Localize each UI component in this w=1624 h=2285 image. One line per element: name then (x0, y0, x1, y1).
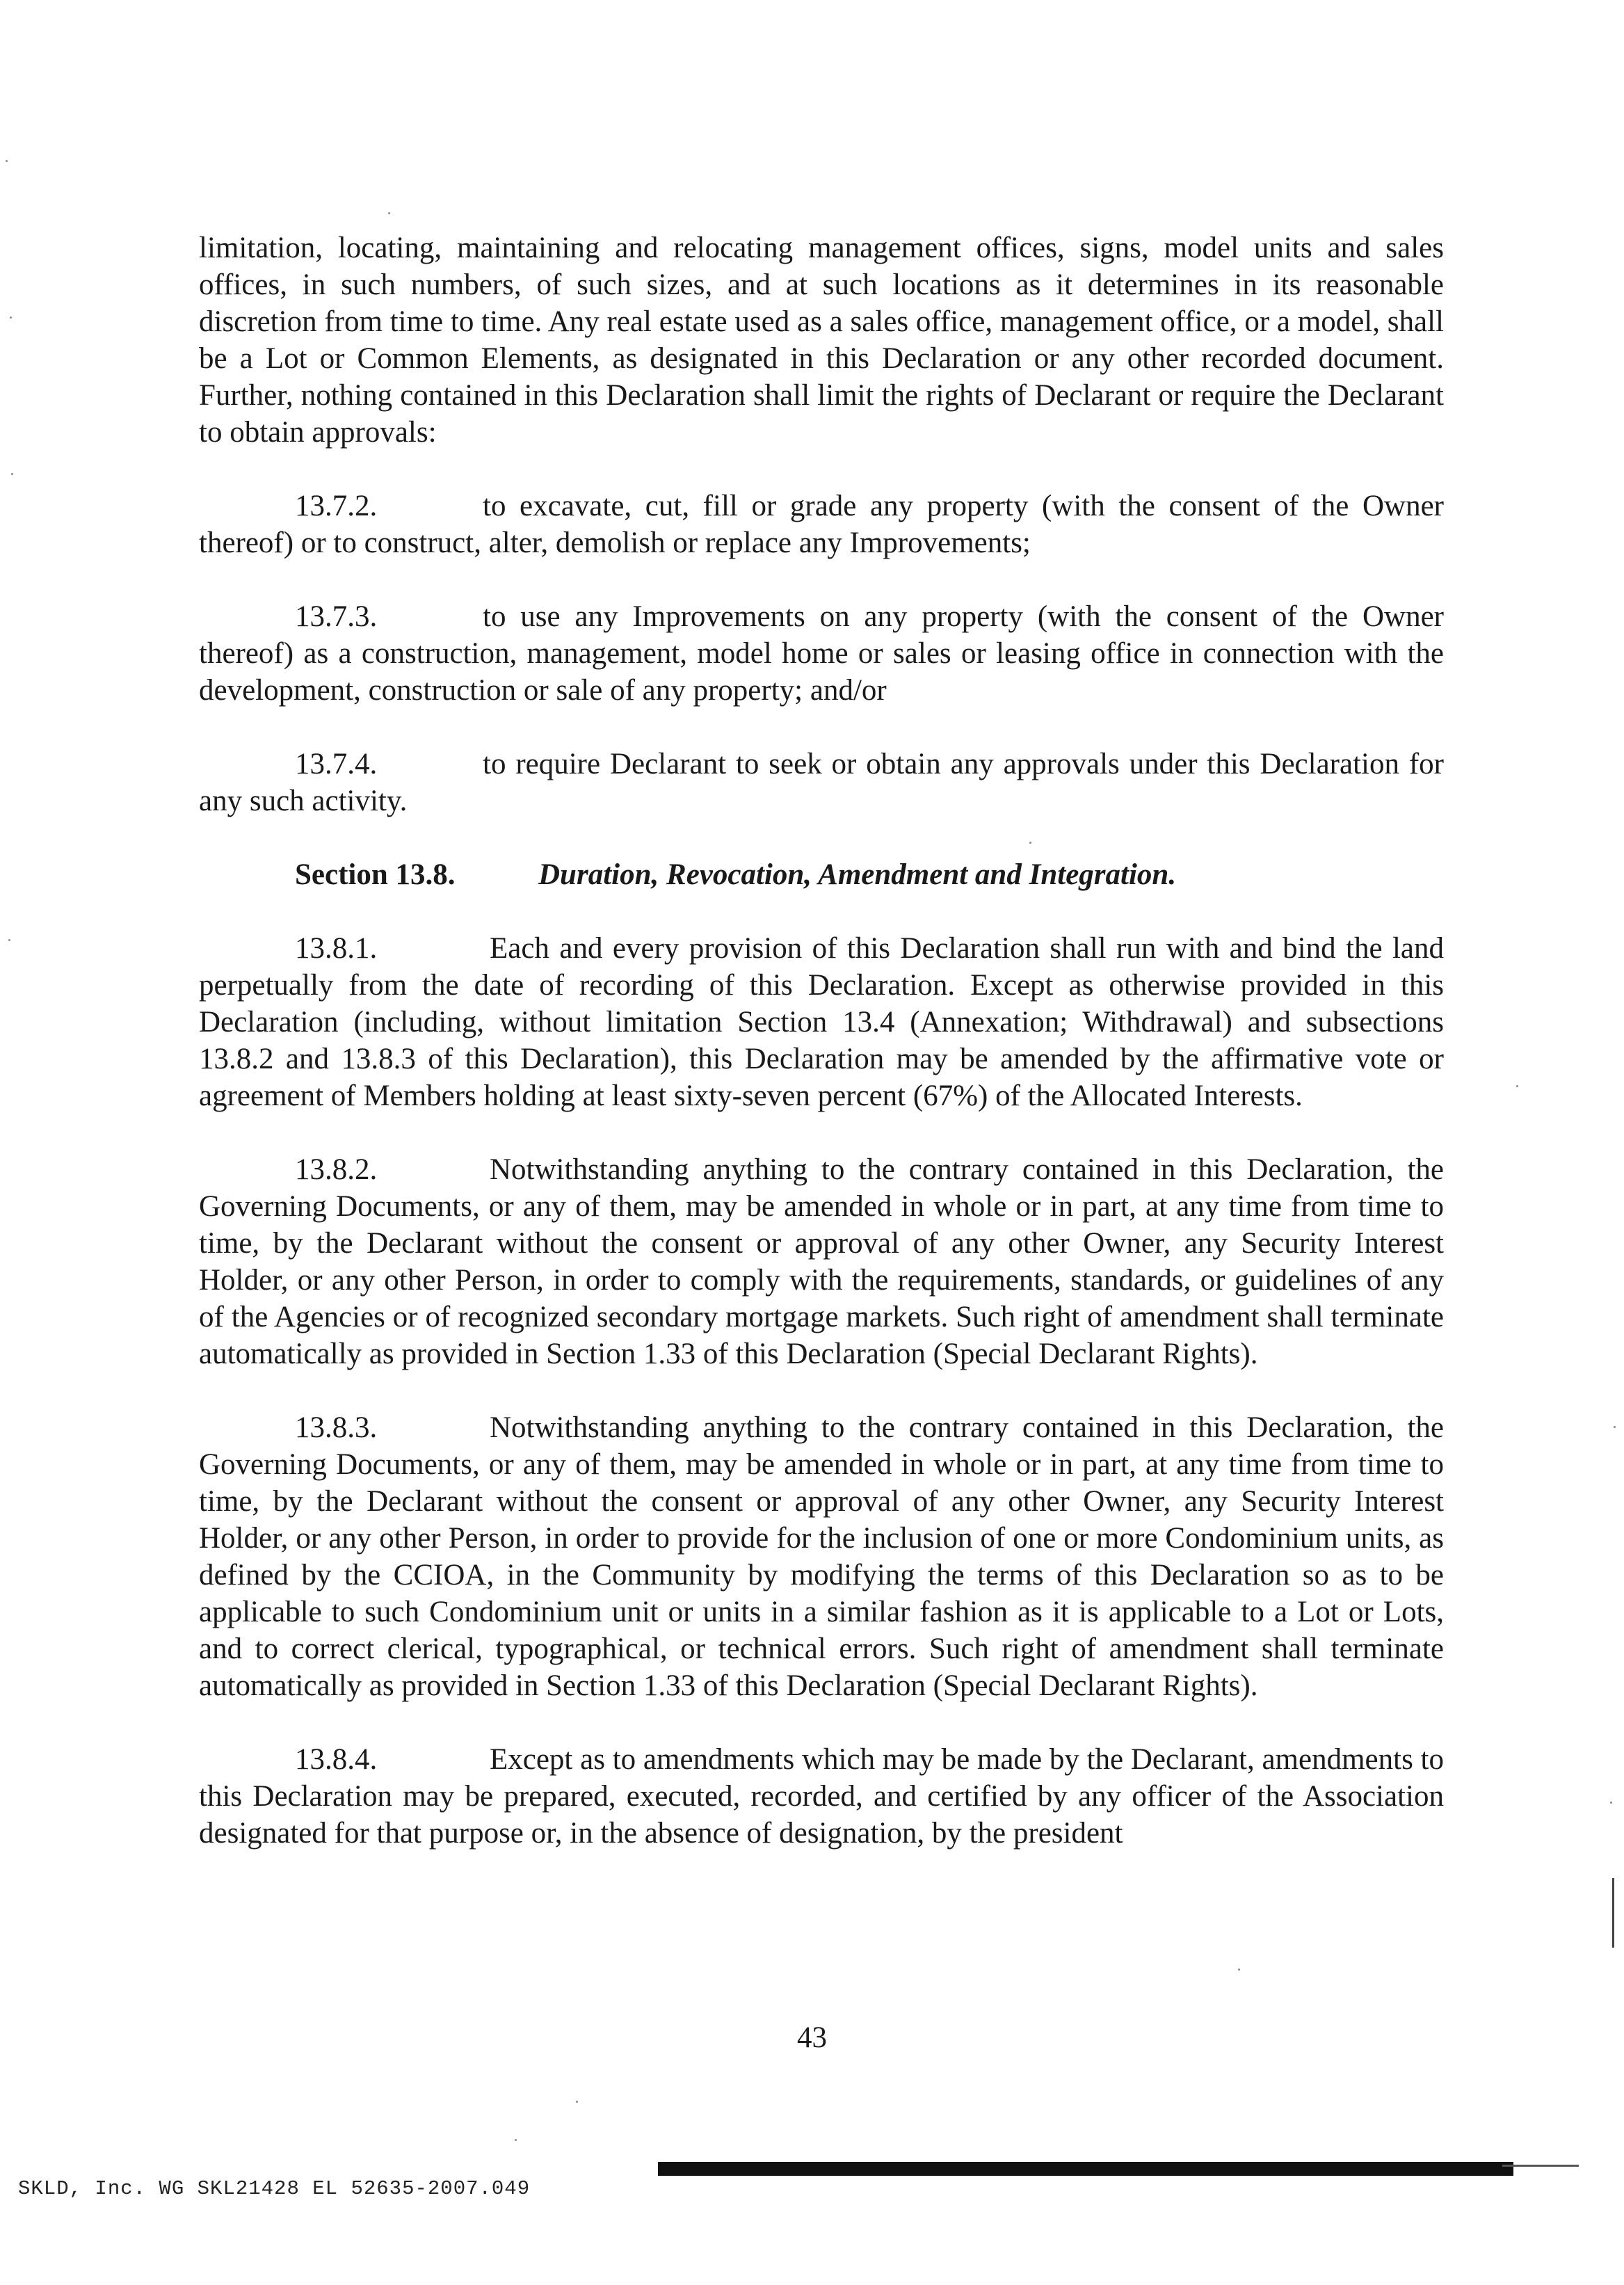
section-heading-13-8 (295, 856, 1444, 893)
section-number: Section 13.8. (295, 858, 456, 891)
paragraph-13-7-2 (199, 488, 1444, 561)
intro-paragraph: limitation, locating, maintaining and relocating management offices, signs, model units and sales offices, in such numbers, of such sizes, and at such locations as it determines in its reasonable discretion from time to time. Any real estate used as a sales office, management office, or a model, shall be a Lot or Common Elements, as designated in this Declaration or any other recorded document. Further, nothing contained in this Declaration shall limit the rights of Declarant or require the Declarant to obtain approvals: (199, 232, 1444, 449)
scan-speck (576, 2101, 578, 2103)
paragraph-13-8-4 (199, 1741, 1444, 1852)
paragraph-number: 13.8.2. (295, 1153, 378, 1186)
page-number: 43 (797, 2021, 827, 2054)
scan-artifact-edge (1612, 1878, 1614, 1948)
paragraph-text: to use any Improvements on any property (with the consent of the Owner thereof) as a construction, management, model home or sales or leasing office in connection with the development, construction or sale of any property; and/or (199, 600, 1444, 707)
paragraph-13-8-1 (199, 930, 1444, 1114)
section-title: Duration, Revocation, Amendment and Integration. (538, 858, 1177, 891)
paragraph-text: Notwithstanding anything to the contrary contained in this Declaration, the Governing Documents, or any of them, may be amended in whole or in part, at any time from time to time, by the Declarant without the consent or approval of any other Owner, any Security Interest Holder, or any other Person, in order to comply with the requirements, standards, or guidelines of any of the Agencies or of recognized secondary mortgage markets. Such right of amendment shall terminate automatically as provided in Section 1.33 of this Declaration (Special Declarant Rights). (199, 1153, 1444, 1370)
scan-speck (6, 160, 8, 162)
scan-speck (11, 473, 13, 475)
paragraph-number: 13.8.3. (295, 1411, 378, 1444)
paragraph-text: Notwithstanding anything to the contrary contained in this Declaration, the Governing Documents, or any of them, may be amended in whole or in part, at any time from time to time, by the Declarant without the consent or approval of any other Owner, any Security Interest Holder, or any other Person, in order to provide for the inclusion of one or more Condominium units, as defined by the CCIOA, in the Community by modifying the terms of this Declaration so as to be applicable to such Condominium unit or units in a similar fashion as it is applicable to a Lot or Lots, and to correct clerical, typographical, or technical errors. Such right of amendment shall terminate automatically as provided in Section 1.33 of this Declaration (Special Declarant Rights). (199, 1411, 1444, 1702)
paragraph-number: 13.8.1. (295, 932, 378, 965)
paragraph-number: 13.7.4. (295, 748, 378, 780)
scan-speck (1614, 1426, 1616, 1428)
paragraph-13-8-3 (199, 1409, 1444, 1704)
paragraph-text: to require Declarant to seek or obtain any approvals under this Declaration for any such activity. (199, 748, 1444, 817)
scan-artifact-line (1502, 2165, 1579, 2167)
scan-speck (515, 2139, 517, 2141)
paragraph-13-7-4 (199, 746, 1444, 819)
paragraph-text: Except as to amendments which may be made by the Declarant, amendments to this Declaration may be prepared, executed, recorded, and certified by any officer of the Association designated for that purpose or, in the absence of designation, by the president (199, 1743, 1444, 1850)
paragraph-text: to excavate, cut, fill or grade any property (with the consent of the Owner thereof) or to construct, alter, demolish or replace any Improvements; (199, 490, 1444, 559)
scan-speck (1029, 842, 1031, 844)
scan-speck (1238, 1969, 1240, 1971)
paragraph-number: 13.7.2. (295, 490, 378, 522)
document-body (199, 230, 1444, 1889)
scan-speck (10, 316, 12, 319)
paragraph-text: Each and every provision of this Declaration shall run with and bind the land perpetually from the date of recording of this Declaration. Except as otherwise provided in this Declaration (including, without limitation Section 13.4 (Annexation; Withdrawal) and subsections 13.8.2 and 13.8.3 of this Declaration), this Declaration may be amended by the affirmative vote or agreement of Members holding at least sixty-seven percent (67%) of the Allocated Interests. (199, 932, 1444, 1112)
scan-speck (1516, 1085, 1518, 1087)
paragraph-13-7-3 (199, 598, 1444, 709)
scan-speck (1610, 1802, 1612, 1804)
scan-speck (388, 212, 390, 214)
scan-artifact-bar (658, 2162, 1513, 2176)
scan-speck (8, 939, 10, 941)
paragraph-number: 13.7.3. (295, 600, 378, 633)
paragraph-13-8-2 (199, 1151, 1444, 1372)
footer-form-code: SKLD, Inc. WG SKL21428 EL 52635-2007.049 (18, 2177, 531, 2200)
paragraph-number: 13.8.4. (295, 1743, 378, 1776)
